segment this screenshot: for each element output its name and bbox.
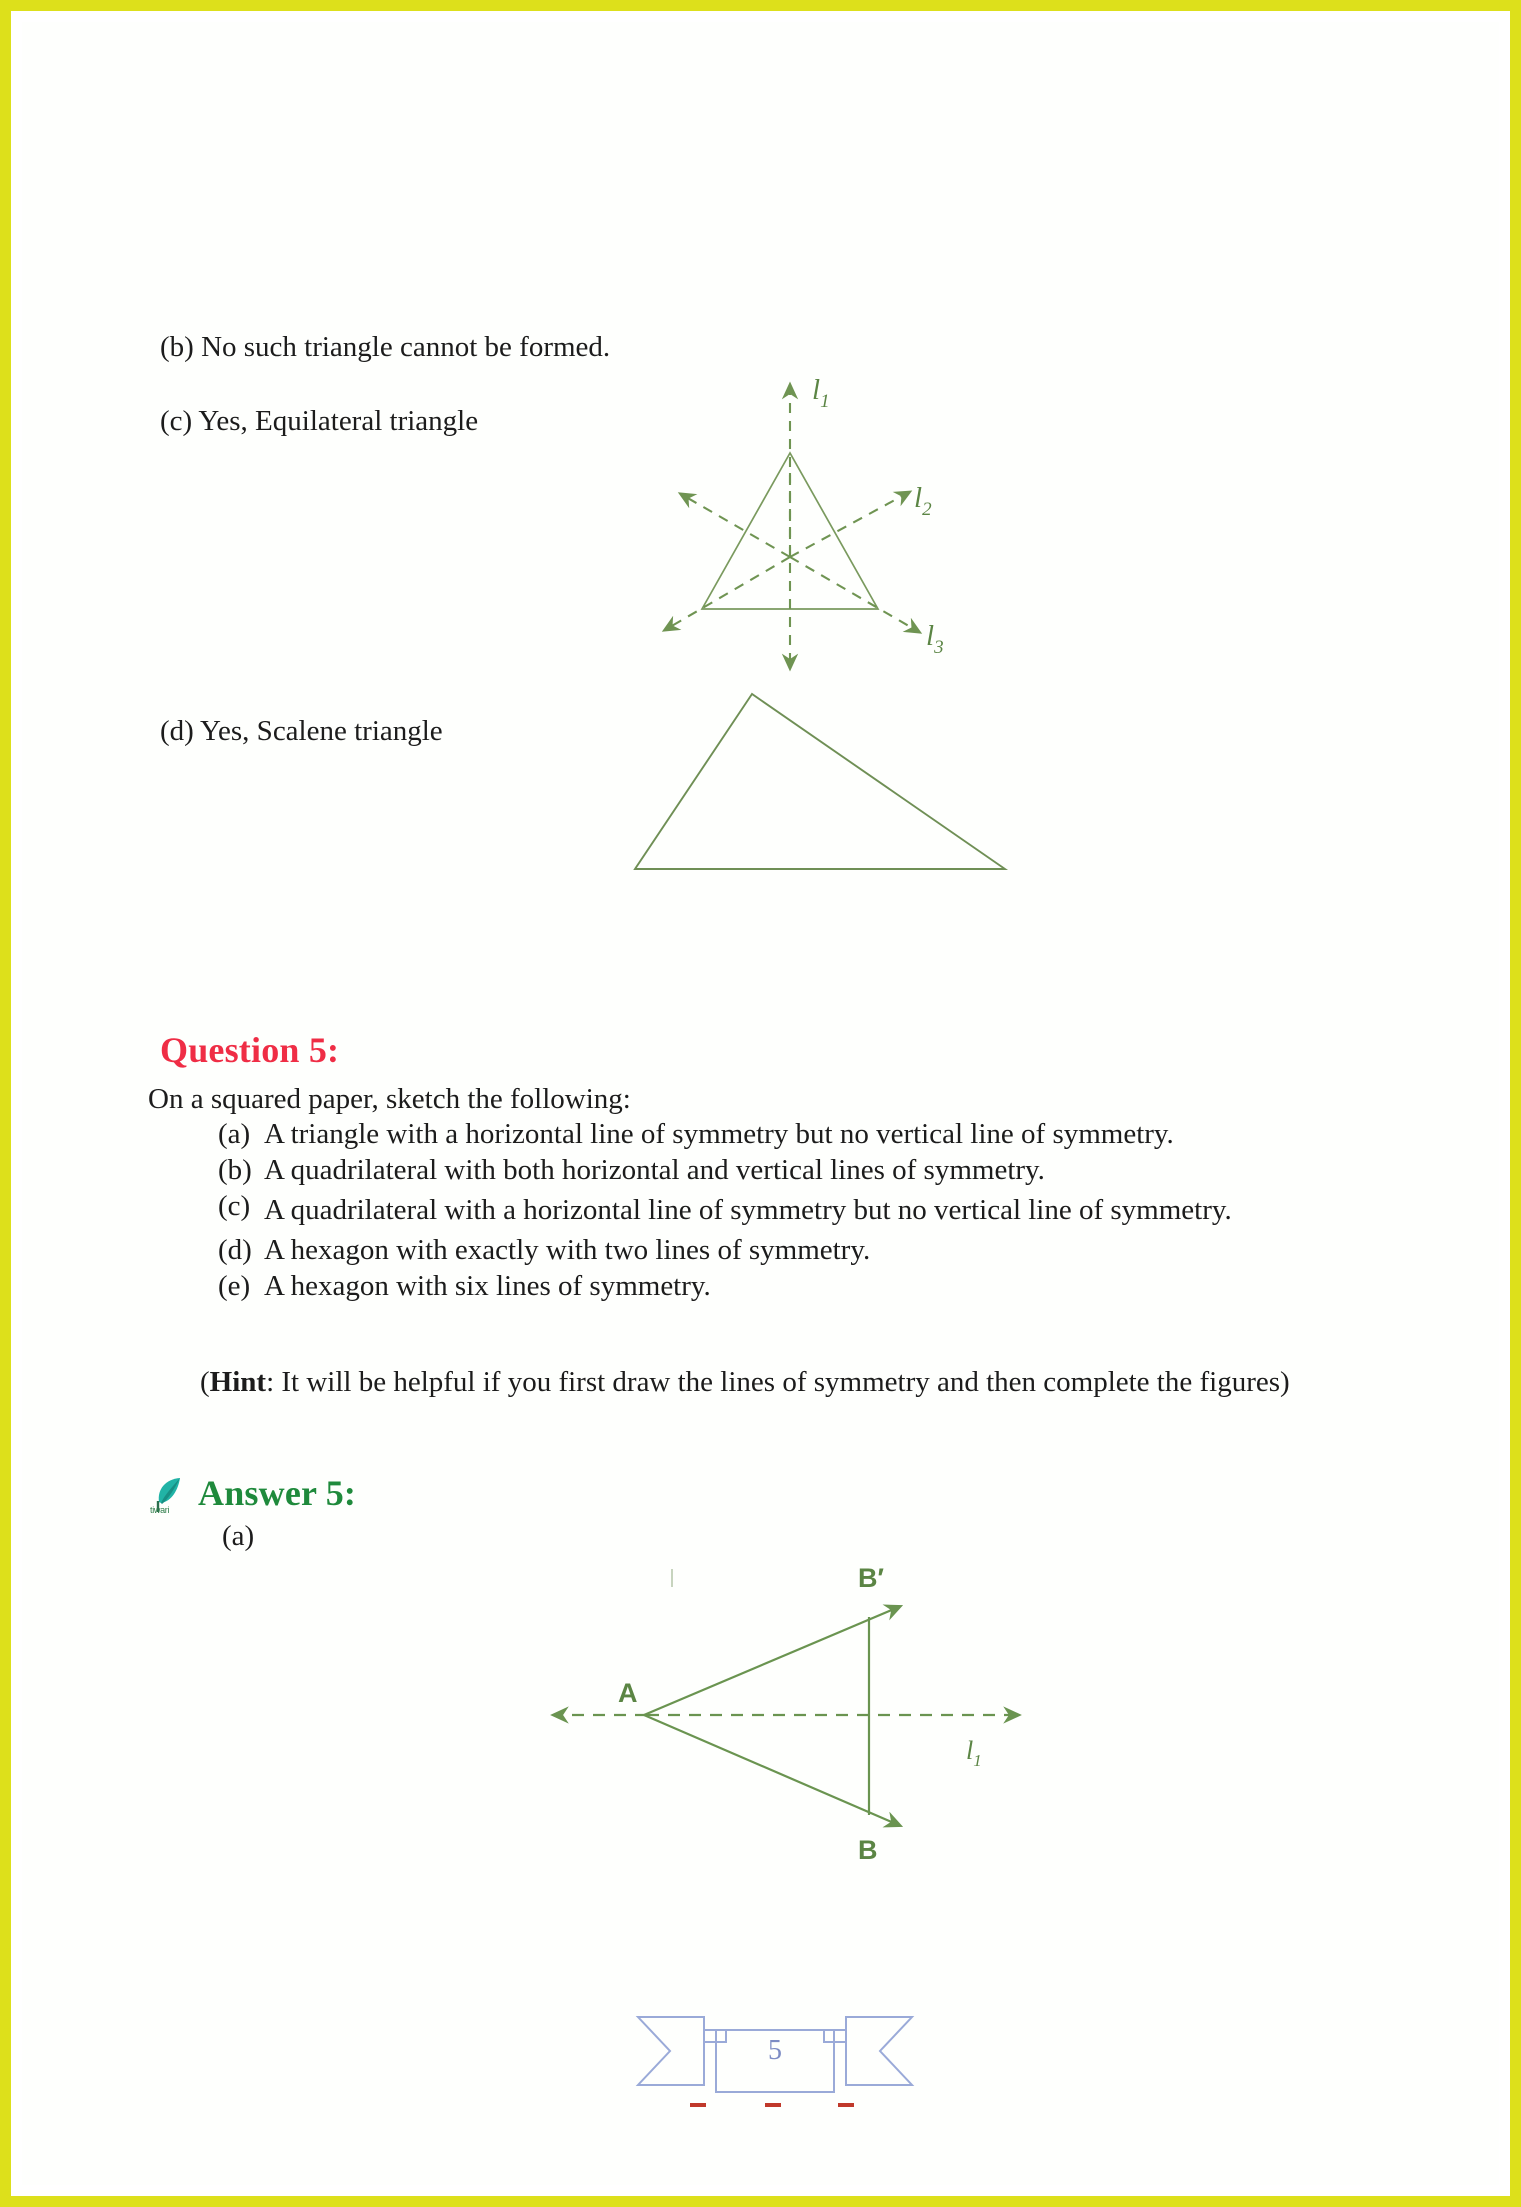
answer-5-heading: Answer 5: [198, 1473, 357, 1513]
hint-open-paren: ( [200, 1366, 210, 1398]
answer-5-heading-group [150, 1472, 356, 1514]
item-text: A quadrilateral with both horizontal and vertical lines of symmetry. [264, 1154, 1045, 1186]
item-marker: (e) [218, 1270, 251, 1303]
question-5-item-list [218, 1118, 1398, 1306]
item-text: A hexagon with six lines of symmetry. [264, 1270, 711, 1303]
option-c-text: (c) Yes, Equilateral triangle [160, 405, 479, 437]
scalene-triangle-figure [622, 677, 1032, 887]
item-text: A hexagon with exactly with two lines of symmetry. [264, 1234, 871, 1267]
option-d-text: (d) Yes, Scalene triangle [160, 715, 443, 747]
item-marker: (b) [218, 1154, 252, 1186]
label-l2: $l_2$ [914, 482, 932, 520]
item-text: A quadrilateral with a horizontal line of symmetry but no vertical line of symmetry. [264, 1194, 1232, 1226]
question-item-a [218, 1118, 1398, 1151]
page-sheet [22, 22, 1499, 2185]
label-point-b-prime: B′ [858, 1563, 884, 1593]
scalene-triangle-path [635, 694, 1005, 869]
page-number: 5 [768, 2035, 782, 2066]
item-marker: (d) [218, 1234, 252, 1267]
label-l3: $l_3$ [926, 620, 944, 658]
label-l1: $l_1$ [812, 374, 830, 412]
page-footer-ribbon [630, 1997, 920, 2117]
logo-wordmark: tiwari [150, 1505, 170, 1515]
equilateral-triangle-figure [642, 374, 1002, 658]
answer-a-figure [542, 1547, 1042, 1887]
question-5-intro: On a squared paper, sketch the following: [148, 1083, 631, 1115]
label-point-a: A [618, 1678, 638, 1708]
label-line-l1: $l_1$ [966, 1736, 982, 1770]
question-5-heading: Question 5: [160, 1030, 340, 1070]
item-marker: (c) [218, 1190, 251, 1222]
item-text: A triangle with a horizontal line of symmetry but no vertical line of symmetry. [264, 1118, 1174, 1150]
question-item-d [218, 1234, 1398, 1267]
option-b-text: (b) No such triangle cannot be formed. [160, 331, 611, 363]
hint-bold-word: Hint [209, 1366, 267, 1398]
item-marker: (a) [218, 1118, 251, 1150]
hint-body: : It will be helpful if you first draw the lines of symmetry and then complete the figures) [266, 1366, 1290, 1398]
question-5-hint [200, 1362, 1400, 1403]
leaf-logo-icon [150, 1474, 192, 1514]
label-point-b: B [858, 1835, 878, 1865]
question-item-e [218, 1270, 1398, 1303]
question-item-b [218, 1154, 1398, 1187]
question-item-c [218, 1190, 1398, 1231]
answer-part-a-label: (a) [222, 1520, 255, 1552]
